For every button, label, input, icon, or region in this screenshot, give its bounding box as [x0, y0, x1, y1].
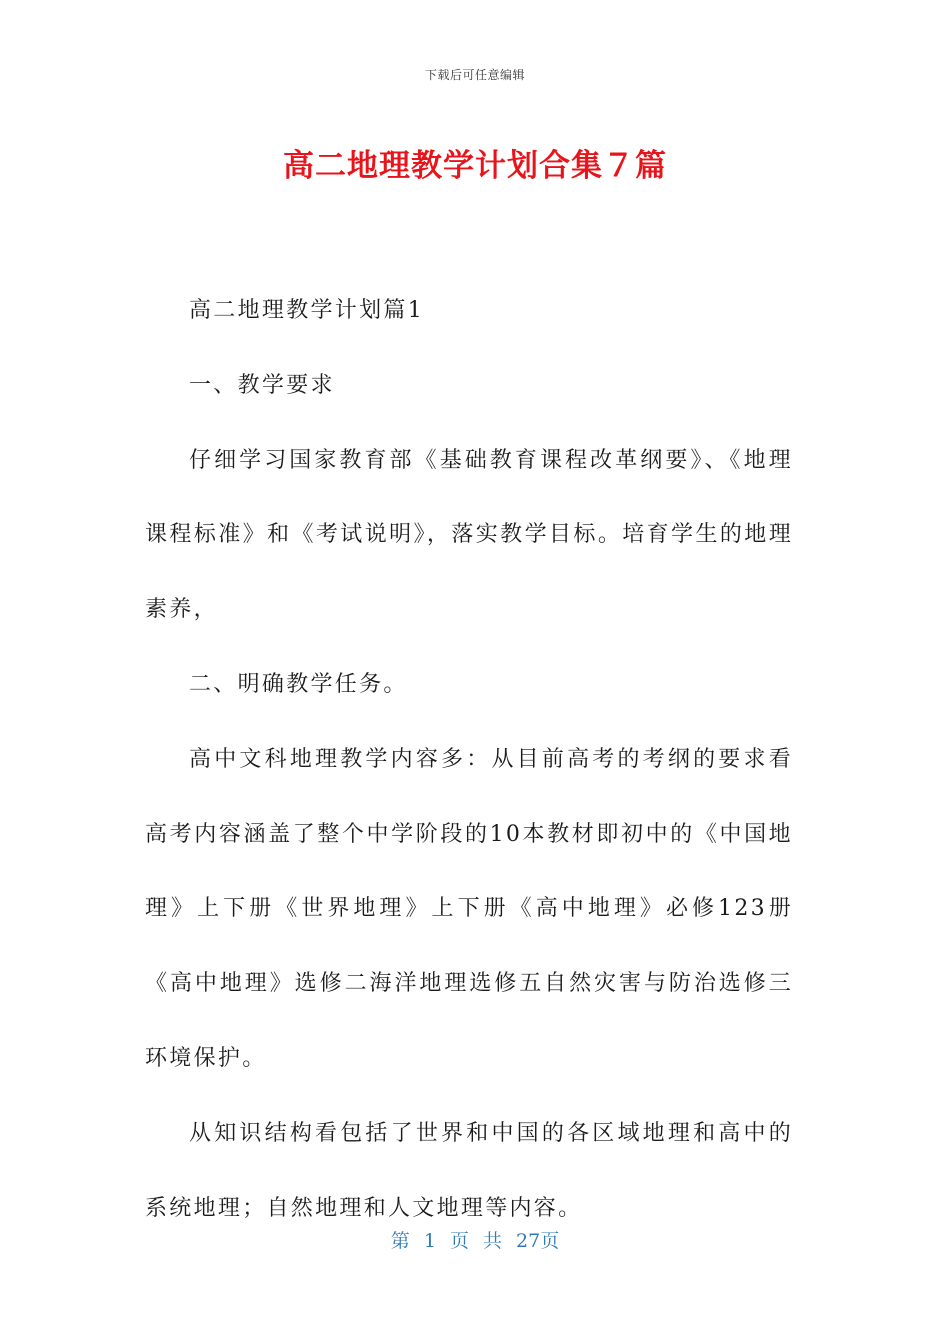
paragraph-knowledge-structure: 从知识结构看包括了世界和中国的各区域地理和高中的系统地理；自然地理和人文地理等内容。	[145, 1120, 793, 1221]
page-number-footer: 第 1 页 共 27页	[390, 1230, 560, 1252]
document-title: 高二地理教学计划合集７篇	[283, 148, 667, 184]
paragraph-requirements: 仔细学习国家教育部《基础教育课程改革纲要》、《地理课程标准》和《考试说明》，落实教学目标。培育学生的地理素养，	[145, 447, 793, 623]
section-heading-plan-1: 高二地理教学计划篇1	[189, 298, 424, 323]
paragraph-content-scope: 高中文科地理教学内容多：从目前高考的考纲的要求看高考内容涵盖了整个中学阶段的10本教材即初中的《中国地理》上下册《世界地理》上下册《高中地理》必修123册《高中地理》选修二海洋地理选修五自然灾害与防治选修三环境保护。	[145, 746, 793, 1071]
section-heading-teaching-tasks: 二、明确教学任务。	[189, 671, 408, 697]
document-body	[145, 274, 793, 1246]
header-note: 下载后可任意编辑	[424, 68, 525, 82]
section-heading-teaching-requirements: 一、教学要求	[189, 372, 335, 398]
